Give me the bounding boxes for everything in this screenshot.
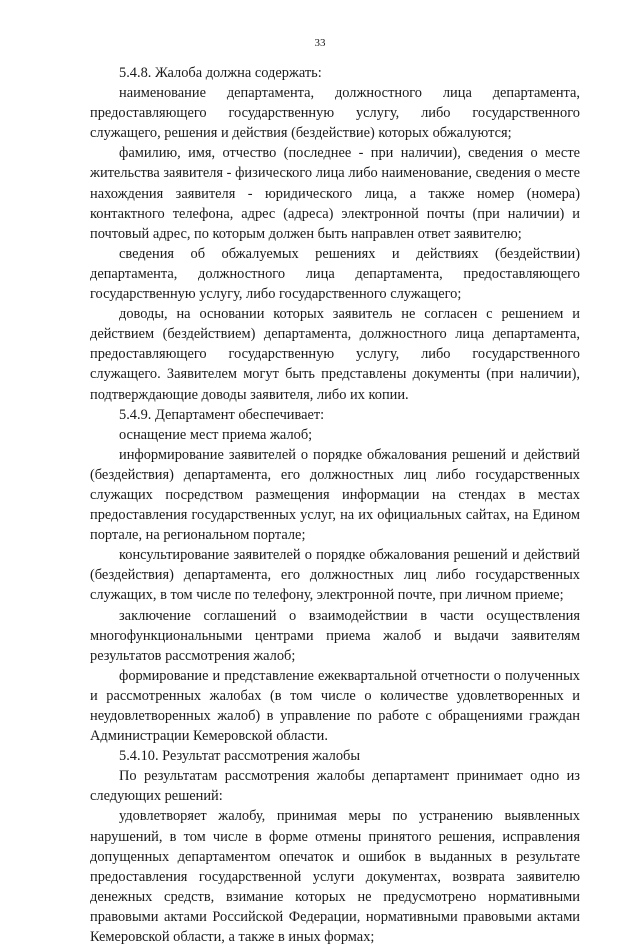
paragraph: удовлетворяет жалобу, принимая меры по устранению выявленных нарушений, в том числе в форме отмены принятого решения, исправления допущенных департаментом опечаток и ошибок в выданных в результате предоставления государственной услуги документах, возврата заявителю денежных средств, взимание которых не предусмотрено нормативными правовыми актами Российской Федерации, нормативными правовыми актами Кемеровской области, а также в иных формах;: [90, 808, 580, 946]
paragraph: заключение соглашений о взаимодействии в части осуществления многофункциональными центрами приема жалоб и выдачи заявителям результатов рассмотрения жалоб;: [90, 607, 580, 664]
paragraph: оснащение мест приема жалоб;: [119, 426, 313, 443]
paragraph: фамилию, имя, отчество (последнее - при наличии), сведения о месте жительства заявителя - физического лица либо наименование, сведения о месте нахождения заявителя - юридического лица, а также номер (номера) контактного телефона, адрес (адреса) электронной почты (при наличии) и почтовый адрес, по которым должен быть направлен ответ заявителю;: [90, 145, 580, 242]
section-5-4-10-heading: 5.4.10. Результат рассмотрения жалобы: [119, 748, 361, 765]
paragraph: информирование заявителей о порядке обжалования решений и действий (бездействия) департамента, его должностных лиц либо государственных служащих посредством размещения информации на стендах в местах предоставления государственных услуг, на их официальных сайтах, на Едином портале, на региональном портале;: [90, 446, 580, 544]
section-5-4-8-heading: 5.4.8. Жалоба должна содержать:: [119, 65, 322, 81]
paragraph: сведения об обжалуемых решениях и действиях (бездействии) департамента, должностного лица департамента, предоставляющего государственную услугу, либо государственного служащего;: [90, 245, 580, 303]
document-body: [90, 63, 580, 947]
page-number: 33: [314, 37, 326, 49]
paragraph: По результатам рассмотрения жалобы департамент принимает одно из следующих решений:: [90, 768, 580, 805]
paragraph: консультирование заявителей о порядке обжалования решений и действий (бездействия) департамента, его должностных лиц либо государственных служащих, в том числе по телефону, электронной почте, при личном приеме;: [90, 547, 580, 604]
paragraph: наименование департамента, должностного лица департамента, предоставляющего государственную услугу, либо государственного служащего, решения и действия (бездействие) которых обжалуются;: [90, 85, 580, 142]
paragraph: доводы, на основании которых заявитель не согласен с решением и действием (бездействием) департамента, должностного лица департамента, предоставляющего государственную услугу, либо государственного служащего. Заявителем могут быть представлены документы (при наличии), подтверждающие доводы заявителя, либо их копии.: [90, 306, 580, 403]
paragraph: формирование и представление ежеквартальной отчетности о полученных и рассмотренных жалобах (в том числе о количестве удовлетворенных и неудовлетворенных жалоб) в управление по работе с обращениями граждан Администрации Кемеровской области.: [90, 667, 580, 745]
section-5-4-9-heading: 5.4.9. Департамент обеспечивает:: [119, 406, 325, 423]
